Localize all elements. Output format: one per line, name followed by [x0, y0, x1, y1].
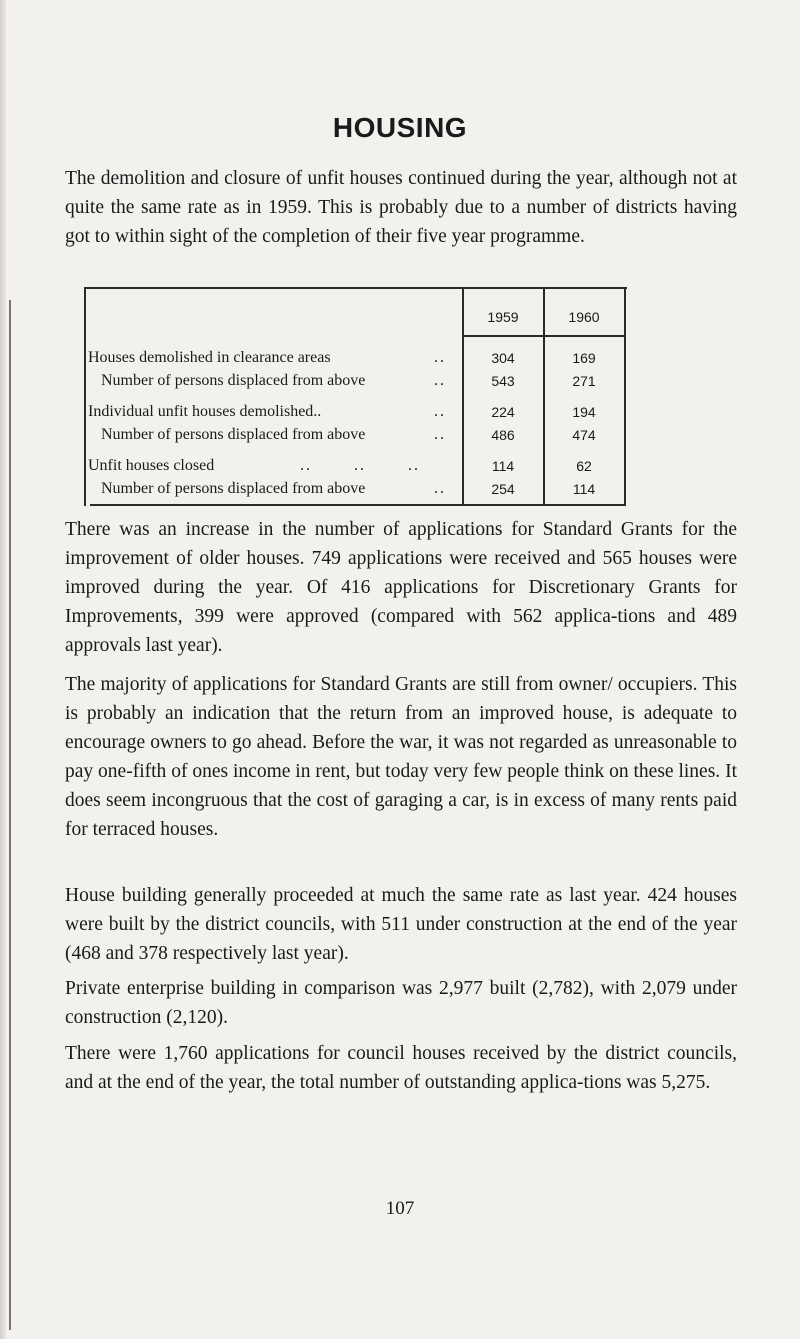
value-1959: 224 [491, 404, 515, 420]
value-1959: 486 [491, 427, 515, 443]
value-1960: 194 [572, 404, 596, 420]
body-paragraph: There were 1,760 applications for council houses received by the district councils, and at the end of the year, the total number of outstanding applica-tions was 5,275. [65, 1043, 737, 1093]
row-label: Number of persons displaced from above [101, 480, 366, 497]
page-edge-shadow [0, 0, 6, 1339]
value-1960: 114 [572, 481, 596, 497]
table-row [88, 457, 625, 479]
value-1960: 62 [576, 458, 592, 474]
dot-leader: .. [434, 372, 446, 389]
value-1959: 543 [491, 373, 515, 389]
body-paragraph: There was an increase in the number of applications for Standard Grants for the improvement of older houses. 749 applications were received and 565 houses were improved during the year. Of 416 applications for Discretionary Grants for Improvements, 399 were approved (compared with 562 applica-tions and 489 approvals last year). [65, 519, 737, 656]
dot-leader: .. .. .. [300, 457, 420, 474]
table-top-rule [84, 287, 627, 289]
row-label: Number of persons displaced from above [101, 426, 366, 443]
value-1959: 254 [491, 481, 515, 497]
table-row [88, 426, 625, 448]
value-1959: 114 [491, 458, 515, 474]
table-row [88, 372, 625, 394]
body-paragraph: The majority of applications for Standard Grants are still from owner/ occupiers. This is probably an indication that the return from an improved house, is adequate to encourage owners to go ahead. Before the war, it was not regarded as unreasonable to pay one-fifth of ones income in rent, but today very few people think on these lines. It does seem incongruous that the cost of garaging a car, is in excess of many rents paid for terraced houses. [65, 674, 737, 840]
row-label: Unfit houses closed [88, 457, 215, 474]
housing-table [80, 287, 625, 506]
dot-leader: .. [434, 403, 446, 420]
value-1960: 474 [572, 427, 596, 443]
dot-leader: .. [434, 349, 446, 366]
table-row [88, 480, 625, 502]
table-bottom-rule [90, 504, 625, 506]
column-header-1960: 1960 [568, 309, 600, 325]
body-paragraph: House building generally proceeded at much the same rate as last year. 424 houses were built by the district councils, with 511 under construction at the end of the year (468 and 378 respectively last year). [65, 885, 737, 964]
table-row [88, 349, 625, 371]
column-header-1959: 1959 [487, 309, 519, 325]
row-label: Number of persons displaced from above [101, 372, 366, 389]
body-paragraph: Private enterprise building in comparison was 2,977 built (2,782), with 2,079 under construction (2,120). [65, 978, 737, 1028]
table-left-rule [84, 287, 86, 506]
value-1959: 304 [491, 350, 515, 366]
page-title: HOUSING [332, 112, 468, 143]
intro-paragraph: The demolition and closure of unfit houses continued during the year, although not at quite the same rate as in 1959. This is probably due to a number of districts having got to within sight of the completion of their five year programme. [65, 168, 737, 247]
row-label: Individual unfit houses demolished.. [88, 403, 322, 420]
dot-leader: .. [434, 426, 446, 443]
dot-leader: .. [434, 480, 446, 497]
value-1960: 169 [572, 350, 596, 366]
row-label: Houses demolished in clearance areas [88, 349, 331, 366]
page-number: 107 [385, 1198, 415, 1219]
table-row [88, 403, 625, 425]
binding-line [9, 300, 11, 1330]
value-1960: 271 [572, 373, 596, 389]
